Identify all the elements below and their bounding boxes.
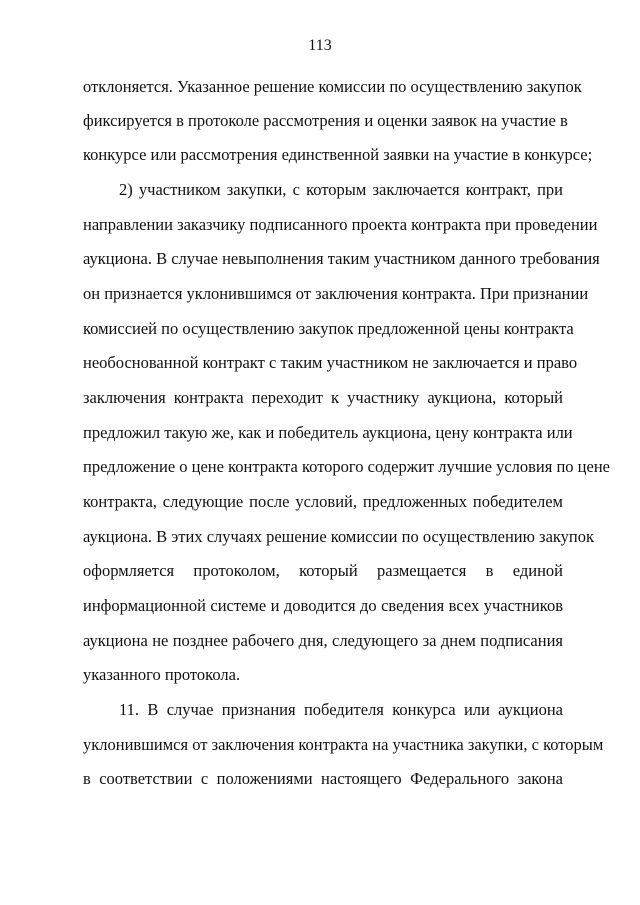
text-line: контракта, следующие после условий, предложенных победителем bbox=[83, 492, 563, 511]
text-line: направлении заказчику подписанного проекта контракта при проведении bbox=[83, 215, 598, 234]
text-line: комиссией по осуществлению закупок предложенной цены контракта bbox=[83, 319, 574, 338]
text-line: указанного протокола. bbox=[83, 665, 241, 684]
text-line: 11. В случае признания победителя конкурса или аукциона bbox=[119, 700, 563, 719]
text-line: конкурсе или рассмотрения единственной заявки на участие в конкурсе; bbox=[83, 145, 593, 164]
text-line: отклоняется. Указанное решение комиссии по осуществлению закупок bbox=[83, 77, 582, 96]
text-line: уклонившимся от заключения контракта на участника закупки, с которым bbox=[83, 735, 604, 754]
text-line: предложил такую же, как и победитель аукциона, цену контракта или bbox=[83, 423, 573, 442]
text-line: предложение о цене контракта которого содержит лучшие условия по цене bbox=[83, 457, 610, 476]
text-line: оформляется протоколом, который размещается в единой bbox=[83, 561, 563, 580]
text-line: в соответствии с положениями настоящего Федерального закона bbox=[83, 769, 563, 788]
text-line: информационной системе и доводится до сведения всех участников bbox=[83, 596, 563, 615]
text-line: он признается уклонившимся от заключения контракта. При признании bbox=[83, 284, 589, 303]
text-line: аукциона. В этих случаях решение комиссии по осуществлению закупок bbox=[83, 527, 595, 546]
text-line: аукциона не позднее рабочего дня, следующего за днем подписания bbox=[83, 631, 563, 650]
text-line: заключения контракта переходит к участнику аукциона, который bbox=[83, 388, 563, 407]
text-line: фиксируется в протоколе рассмотрения и оценки заявок на участие в bbox=[83, 111, 568, 130]
text-line: 2) участником закупки, с которым заключается контракт, при bbox=[119, 180, 563, 199]
text-line: аукциона. В случае невыполнения таким участником данного требования bbox=[83, 249, 600, 268]
text-line: необоснованной контракт с таким участником не заключается и право bbox=[83, 353, 578, 372]
page-number: 113 bbox=[308, 37, 332, 54]
